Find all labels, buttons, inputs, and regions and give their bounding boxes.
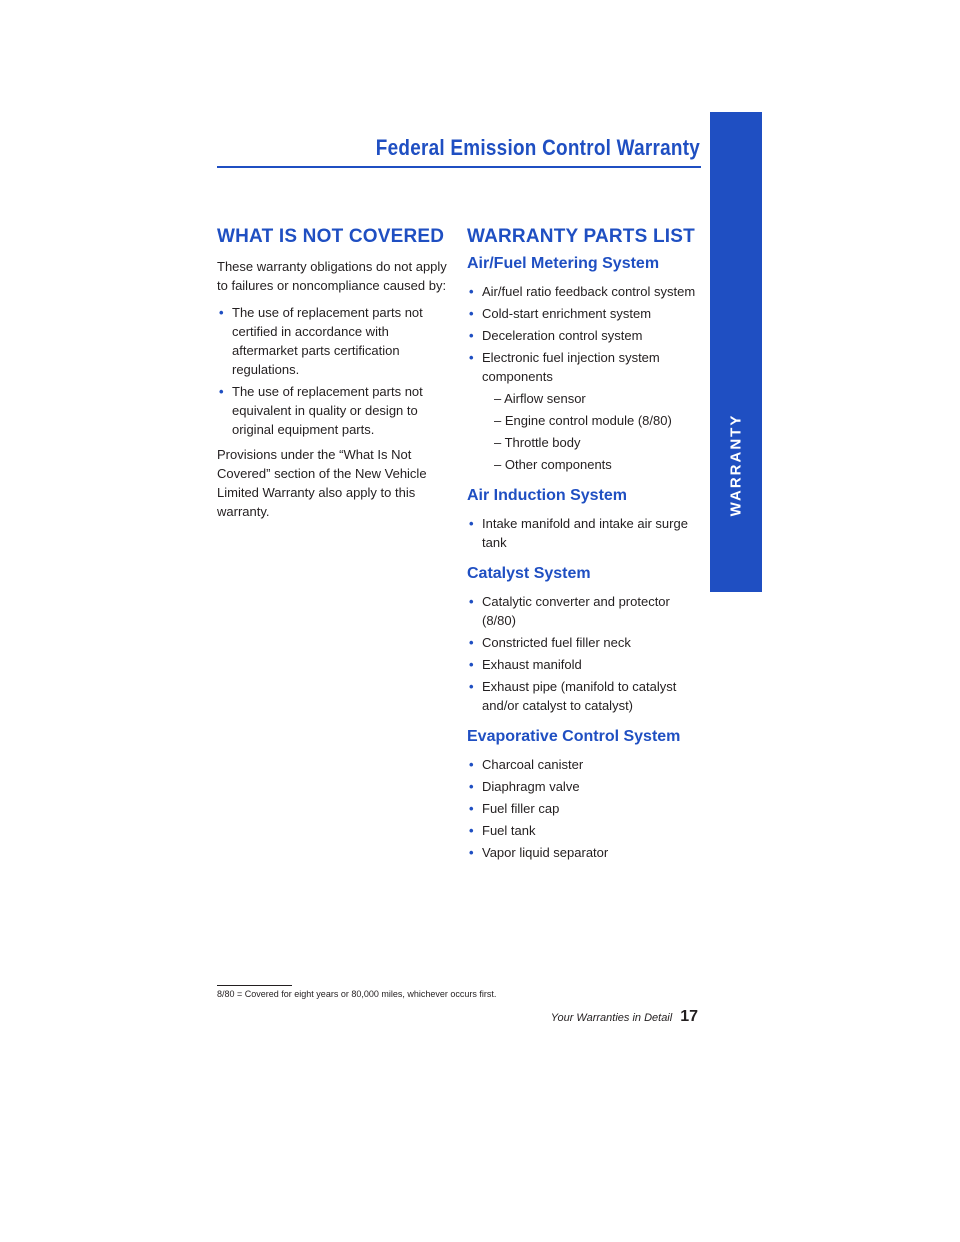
list-item-text: Catalytic converter and protector (8/80) (482, 594, 670, 628)
side-tab-label: WARRANTY (727, 413, 745, 517)
list-item (467, 843, 703, 862)
list-item (467, 633, 703, 652)
section-title: Catalyst System (467, 565, 591, 582)
list-item-text: Intake manifold and intake air surge tank (482, 516, 688, 550)
bullet-icon: • (469, 823, 474, 838)
page-footer (551, 1008, 698, 1026)
list-item (467, 592, 703, 630)
bullet-icon: • (469, 328, 474, 343)
parts-section-evaporative (467, 727, 703, 862)
sub-list-item: – Throttle body (494, 435, 581, 450)
bullet-icon: • (469, 845, 474, 860)
parts-section-air-induction (467, 486, 703, 552)
sub-list-item: – Engine control module (8/80) (494, 413, 672, 428)
list-item-text: Vapor liquid separator (482, 845, 609, 860)
bullet-icon: • (469, 350, 474, 365)
not-covered-column (217, 226, 449, 529)
list-item-text: Exhaust manifold (482, 657, 582, 672)
list-item-text: The use of replacement parts not certified in accordance with aftermarket parts certification regulations. (232, 305, 423, 377)
page-number: 17 (680, 1008, 698, 1025)
bullet-icon: • (469, 284, 474, 299)
list-item (217, 303, 449, 379)
list-item (467, 755, 703, 774)
list-item-text: Fuel tank (482, 823, 536, 838)
parts-list (467, 282, 703, 474)
section-title: Evaporative Control System (467, 728, 681, 745)
bullet-icon: • (469, 657, 474, 672)
bullet-icon: • (469, 801, 474, 816)
list-item-text: Charcoal canister (482, 757, 584, 772)
footnote-rule (217, 985, 292, 986)
list-item (467, 821, 703, 840)
parts-section-catalyst (467, 564, 703, 715)
bullet-icon: • (469, 594, 474, 609)
list-item (467, 655, 703, 674)
list-item-text: Deceleration control system (482, 328, 643, 343)
list-item (467, 282, 703, 301)
page-title: Federal Emission Control Warranty (375, 135, 700, 160)
bullet-icon: • (469, 306, 474, 321)
list-item-text: Cold-start enrichment system (482, 306, 652, 321)
list-item (467, 304, 703, 323)
section-title: Air Induction System (467, 487, 628, 504)
parts-section-air-fuel (467, 254, 703, 474)
parts-list (467, 514, 703, 552)
list-item-text: Fuel filler cap (482, 801, 560, 816)
sub-list-item: – Airflow sensor (494, 391, 586, 406)
section-title: Air/Fuel Metering System (467, 255, 660, 272)
footnote: 8/80 = Covered for eight years or 80,000 miles, whichever occurs first. (217, 989, 497, 999)
parts-list (467, 755, 703, 862)
list-item (467, 514, 703, 552)
sub-list (482, 389, 703, 474)
list-item (467, 326, 703, 345)
bullet-icon: • (219, 384, 224, 399)
provisions-text: Provisions under the “What Is Not Covered” section of the New Vehicle Limited Warranty also apply to this warranty. (217, 447, 427, 519)
list-item-text: The use of replacement parts not equivalent in quality or design to original equipment parts. (232, 384, 423, 437)
side-tab (710, 112, 762, 592)
bullet-icon: • (469, 757, 474, 772)
bullet-icon: • (469, 779, 474, 794)
not-covered-intro: These warranty obligations do not apply to failures or noncompliance caused by: (217, 259, 447, 293)
footer-section-title: Your Warranties in Detail (550, 1012, 673, 1024)
not-covered-list (217, 303, 449, 439)
bullet-icon: • (469, 635, 474, 650)
list-item (217, 382, 449, 439)
bullet-icon: • (469, 679, 474, 694)
not-covered-heading: WHAT IS NOT COVERED (217, 226, 445, 247)
list-item (467, 799, 703, 818)
list-item-text: Exhaust pipe (manifold to catalyst and/or catalyst to catalyst) (482, 679, 677, 713)
list-item-text: Diaphragm valve (482, 779, 580, 794)
bullet-icon: • (219, 305, 224, 320)
bullet-icon: • (469, 516, 474, 531)
list-item (467, 777, 703, 796)
sub-list-item: – Other components (494, 457, 612, 472)
list-item (467, 348, 703, 474)
header-rule (217, 166, 701, 168)
parts-list-column (467, 226, 703, 874)
parts-list (467, 592, 703, 715)
list-item (467, 677, 703, 715)
list-item-text: Electronic fuel injection system components (482, 350, 660, 384)
list-item-text: Air/fuel ratio feedback control system (482, 284, 696, 299)
list-item-text: Constricted fuel filler neck (482, 635, 631, 650)
parts-list-heading: WARRANTY PARTS LIST (467, 226, 695, 247)
